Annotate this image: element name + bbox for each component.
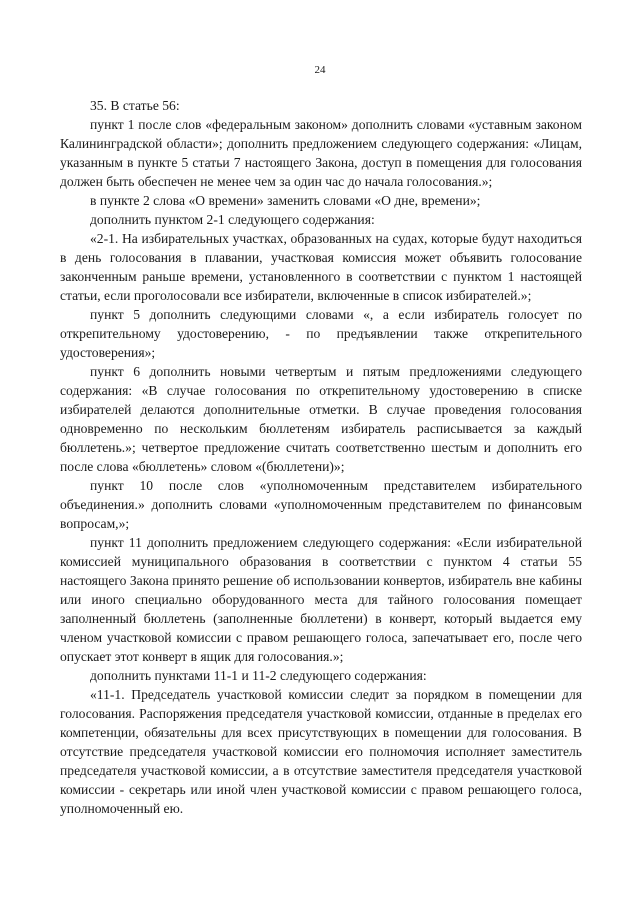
paragraph: «2-1. На избирательных участках, образованных на судах, которые будут находиться в день голосования в плавании, участковая комиссия может объявить голосование законченным раньше времени, установленного в соответствии с пунктом 1 настоящей статьи, если проголосовали все избиратели, включенные в список избирателей.»; <box>60 231 582 303</box>
section-heading: 35. В статье 56: <box>90 98 180 113</box>
document-body <box>60 96 582 818</box>
paragraph: пункт 1 после слов «федеральным законом» дополнить словами «уставным законом Калининградской области»; дополнить предложением следующего содержания: «Лицам, указанным в пункте 5 статьи 7 настоящего Закона, доступ в помещения для голосования должен быть обеспечен не менее чем за один час до начала голосования.»; <box>60 117 582 189</box>
paragraph: в пункте 2 слова «О времени» заменить словами «О дне, времени»; <box>90 193 481 208</box>
paragraph: «11-1. Председатель участковой комиссии следит за порядком в помещении для голосования. Распоряжения председателя участковой комиссии, отданные в пределах его компетенции, обязательны для всех присутствующих в помещении для голосования. В отсутствие председателя участковой комиссии его полномочия исполняет заместитель председателя участковой комиссии, а в отсутствие заместителя председателя участковой комиссии - секретарь или иной член участковой комиссии с правом решающего голоса, уполномоченный ею. <box>60 687 582 816</box>
page-number: 24 <box>314 64 326 76</box>
paragraph: дополнить пунктами 11-1 и 11-2 следующего содержания: <box>90 668 427 683</box>
paragraph: дополнить пунктом 2-1 следующего содержания: <box>90 212 375 227</box>
paragraph: пункт 10 после слов «уполномоченным представителем избирательного объединения.» дополнить словами «уполномоченным представителем по финансовым вопросам,»; <box>60 478 582 531</box>
paragraph: пункт 6 дополнить новыми четвертым и пятым предложениями следующего содержания: «В случае голосования по открепительному удостоверению в списке избирателей делаются дополнительные отметки. В случае проведения голосования одновременно по нескольким бюллетеням избиратель расписывается за каждый бюллетень.»; четвертое предложение считать соответственно шестым и дополнить его после слова «бюллетень» словом «(бюллетени)»; <box>60 364 582 474</box>
paragraph: пункт 11 дополнить предложением следующего содержания: «Если избирательной комиссией муниципального образования в соответствии с пунктом 4 статьи 55 настоящего Закона принято решение об использовании конвертов, избиратель вне кабины или иного специально оборудованного места для тайного голосования помещает заполненный бюллетень (заполненные бюллетени) в конверт, который выдается ему членом участковой комиссии с правом решающего голоса, запечатывает его, после чего опускает этот конверт в ящик для голосования.»; <box>60 535 582 664</box>
paragraph: пункт 5 дополнить следующими словами «, а если избиратель голосует по открепительному удостоверению, - по предъявлении также открепительного удостоверения»; <box>60 307 582 360</box>
